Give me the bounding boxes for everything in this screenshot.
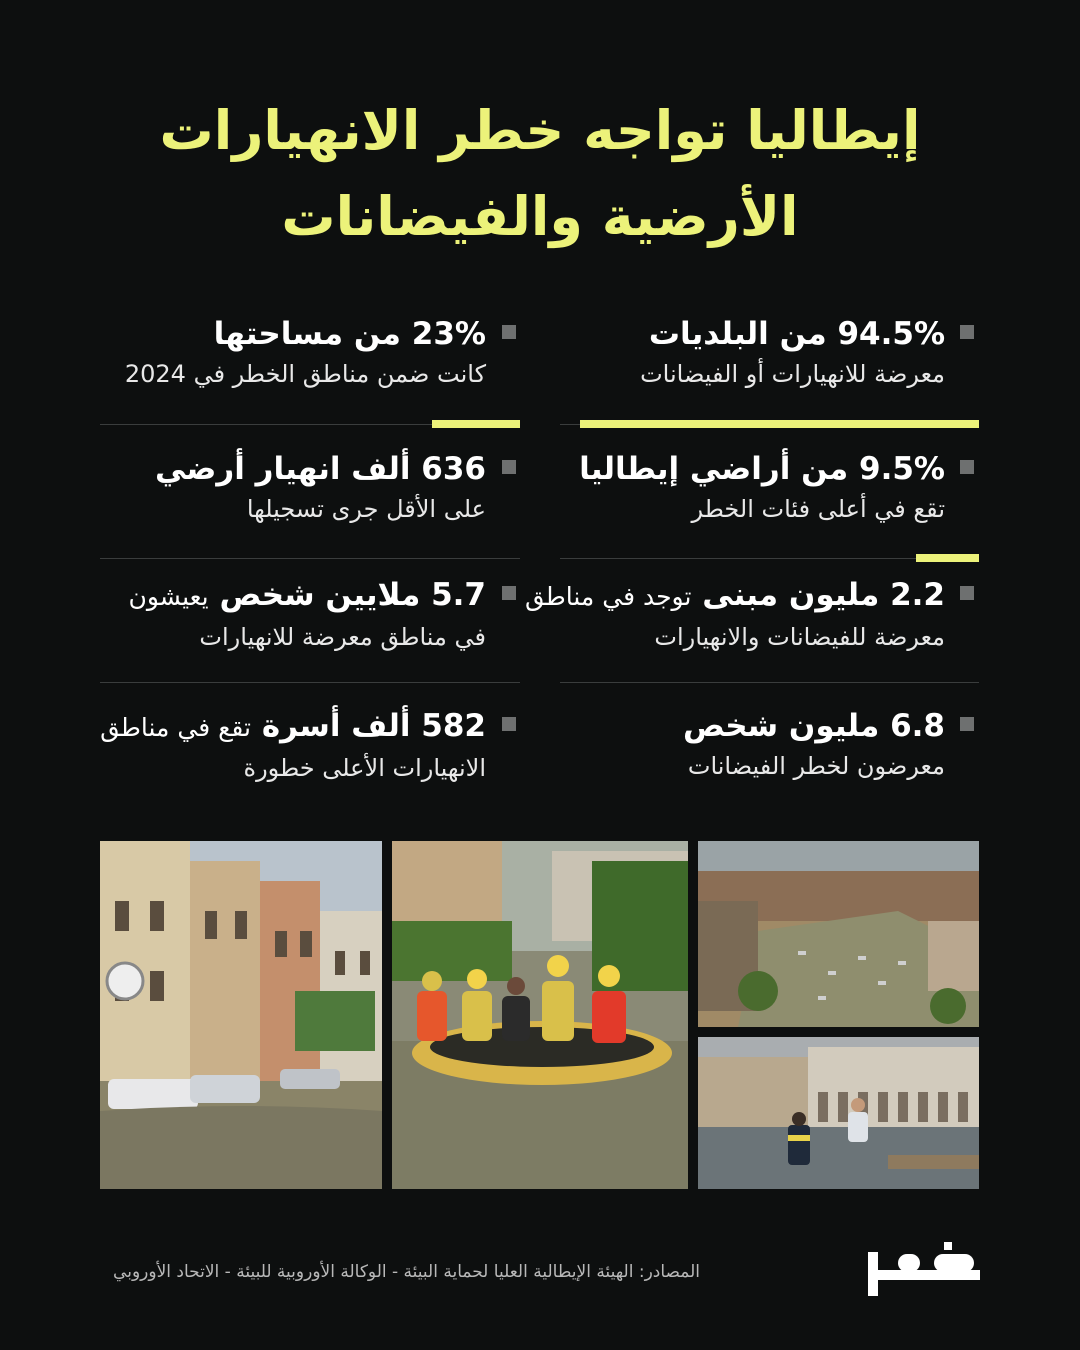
bullet-icon: [960, 586, 974, 600]
stat-area-share: 23% من مساحتها كانت ضمن مناطق الخطر في 2024: [124, 316, 486, 388]
bullet-icon: [960, 460, 974, 474]
venice-flood-photo: [698, 1037, 979, 1189]
bullet-icon: [502, 325, 516, 339]
divider: [100, 424, 432, 425]
bullet-icon: [502, 460, 516, 474]
stat-people-floods: 6.8 مليون شخص معرضون لخطر الفيضانات: [682, 708, 945, 780]
stat-households: 582 ألف أسرة تقع في مناطق الانهيارات الأعلى خطورة: [100, 708, 486, 782]
stat-buildings: 2.2 مليون مبنى توجد في مناطق معرضة للفيضانات والانهيارات: [524, 577, 945, 651]
title-line-2: الأرضية والفيضانات: [281, 185, 799, 248]
accent-bar: [916, 554, 979, 562]
accent-bar: [432, 420, 520, 428]
brand-logo: [868, 1240, 980, 1300]
bullet-icon: [502, 717, 516, 731]
sources-text: المصادر: الهيئة الإيطالية العليا لحماية البيئة - الوكالة الأوروبية للبيئة - الاتحاد الأوروبي: [113, 1262, 700, 1282]
aerial-flood-photo: [698, 841, 979, 1027]
stat-territory-share: 9.5% من أراضي إيطاليا تقع في أعلى فئات الخطر: [579, 451, 945, 523]
page-title: [0, 88, 1080, 260]
stat-municipalities: 94.5% من البلديات معرضة للانهيارات أو الفيضانات: [640, 316, 945, 388]
flooded-street-photo: [100, 841, 382, 1189]
divider: [560, 424, 580, 425]
bullet-icon: [960, 325, 974, 339]
divider: [100, 682, 520, 683]
divider: [100, 558, 520, 559]
bullet-icon: [960, 717, 974, 731]
accent-bar: [580, 420, 979, 428]
stat-landslides: 636 ألف انهيار أرضي على الأقل جرى تسجيلها: [155, 451, 486, 523]
divider: [560, 682, 979, 683]
rescue-raft-photo: [392, 841, 688, 1189]
title-line-1: إيطاليا تواجه خطر الانهيارات: [159, 99, 921, 162]
bullet-icon: [502, 586, 516, 600]
stat-people-landslides: 5.7 ملايين شخص يعيشون في مناطق معرضة للانهيارات: [128, 577, 486, 651]
divider: [560, 558, 916, 559]
